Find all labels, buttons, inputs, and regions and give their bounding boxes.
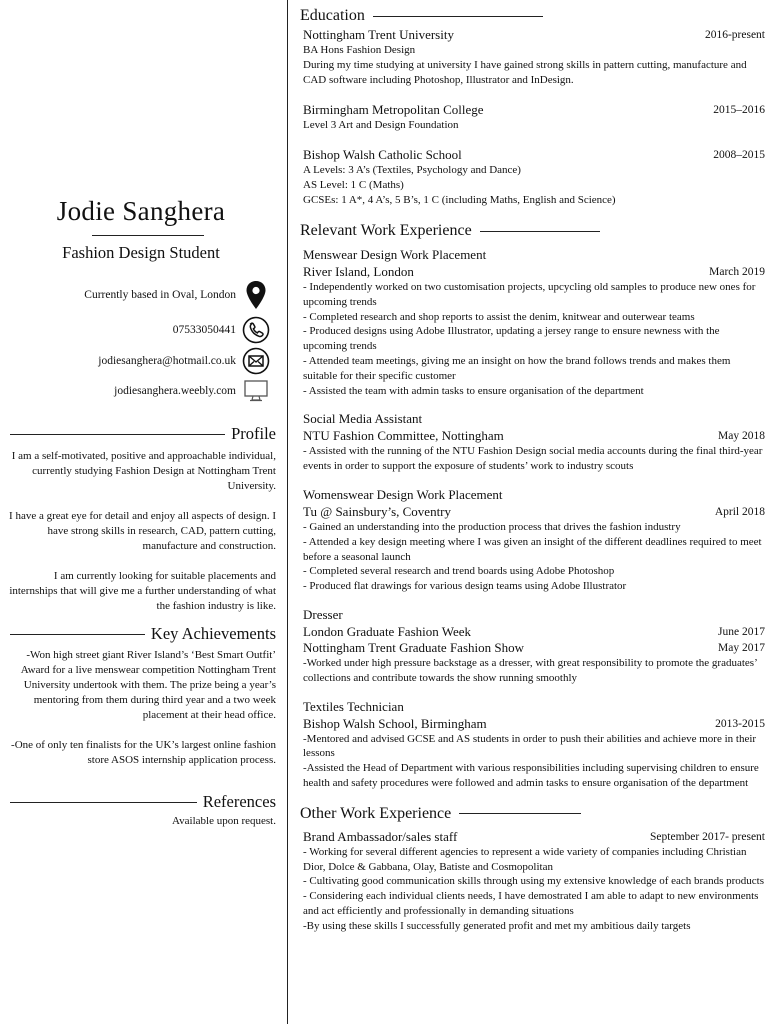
- job-date: April 2018: [714, 505, 765, 518]
- education-detail: During my time studying at university I have gained strong skills in pattern cutting, manufacture and CAD software including Photoshop, Illustrator and InDesign.: [303, 59, 747, 86]
- candidate-title: Fashion Design Student: [62, 243, 220, 262]
- other-work-list: [300, 829, 765, 934]
- job-bullet: -Assisted the Head of Department with various responsibilities including supervising children to ensure health and safety procedures were followed and admin tasks to ensure organisation of the department: [303, 762, 759, 789]
- job-date: May 2017: [718, 641, 765, 654]
- school-name: Nottingham Trent University: [303, 27, 454, 42]
- education-date: 2016-present: [704, 29, 765, 41]
- contact-location: [0, 280, 270, 310]
- job-date: May 2018: [718, 430, 765, 443]
- relevant-work-list: [300, 246, 765, 791]
- profile-paragraph: I am currently looking for suitable placements and internships that will give me a further understanding of what the fashion industry is like.: [9, 570, 276, 612]
- job-title: Dresser: [303, 606, 343, 622]
- profile-heading: [10, 424, 276, 444]
- education-date: 2008–2015: [713, 149, 765, 161]
- job-bullet: - Working for several different agencies to represent a wide variety of companies including Christian Dior, Dolce & Gabbana, Olay, Batiste and Cosmopolitan: [303, 845, 747, 873]
- contact-email: [0, 346, 270, 376]
- job-entry: [303, 410, 765, 474]
- employer-name: NTU Fashion Committee, Nottingham: [303, 428, 504, 444]
- monitor-icon: [242, 377, 270, 405]
- heading-rule: [459, 813, 581, 814]
- job-bullet: - Attended team meetings, giving me an insight on how the brand follows trends and makes them suitable for their specific customer: [303, 354, 731, 382]
- education-date: 2015–2016: [713, 104, 765, 116]
- job-bullet: -Worked under high pressure backstage as a dresser, with great responsibility to promote the graduates’ collections and contribute towards the show running smoothly: [303, 656, 757, 684]
- job-entry: [303, 246, 765, 398]
- job-bullet: - Completed several research and trend boards using Adobe Photoshop: [303, 565, 615, 578]
- references-text: Available upon request.: [172, 815, 276, 827]
- job-bullet: - Completed research and shop reports to assist the denim, knitwear and outerwear teams: [303, 310, 695, 323]
- relevant-work-heading-text: Relevant Work Experience: [300, 222, 472, 239]
- employer-line: [303, 504, 765, 520]
- job-bullet: - Cultivating good communication skills through using my extensive knowledge of each brands products: [303, 875, 765, 888]
- heading-rule: [10, 802, 197, 803]
- employer-name: Tu @ Sainsbury’s, Coventry: [303, 503, 452, 519]
- phone-icon: [242, 316, 270, 344]
- references-heading-text: References: [202, 792, 276, 811]
- achievements-heading: [10, 624, 276, 644]
- job-title: Womenswear Design Work Placement: [303, 486, 503, 502]
- education-detail: AS Level: 1 C (Maths): [303, 179, 404, 191]
- website-text: jodiesanghera.weebly.com: [114, 385, 236, 397]
- contact-website: [0, 376, 270, 406]
- other-work-heading-text: Other Work Experience: [300, 804, 452, 822]
- job-title: Social Media Assistant: [303, 411, 423, 427]
- job-title: Menswear Design Work Placement: [303, 247, 487, 262]
- envelope-icon: [242, 347, 270, 375]
- heading-rule: [373, 16, 543, 17]
- map-pin-icon: [242, 281, 270, 309]
- employer-name: London Graduate Fashion Week: [303, 623, 472, 639]
- achievements-list: [6, 648, 276, 783]
- email-text: jodiesanghera@hotmail.co.uk: [98, 355, 236, 367]
- job-bullet: - Produced flat drawings for various design teams using Adobe Illustrator: [303, 580, 627, 593]
- education-heading: [300, 5, 765, 27]
- employer-line: [303, 428, 765, 444]
- employer-line: [303, 829, 765, 845]
- education-entry: [303, 102, 765, 133]
- employer-line: [303, 640, 765, 656]
- job-bullet: - Attended a key design meeting where I was given an insight of the different deadlines required to meet before a seasonal launch: [303, 535, 762, 563]
- achievements-heading-text: Key Achievements: [150, 624, 276, 643]
- job-date: 2013-2015: [715, 717, 765, 730]
- job-entry: [303, 606, 765, 686]
- job-bullet: - Gained an understanding into the production process that drives the fashion industry: [303, 520, 681, 533]
- column-divider: [287, 0, 288, 1024]
- profile-paragraph: I am a self-motivated, positive and approachable individual, currently studying Fashion Design at Nottingham Trent University.: [11, 450, 276, 492]
- employer-name: Bishop Walsh School, Birmingham: [303, 715, 487, 731]
- job-bullet: -Mentored and advised GCSE and AS students in order to push their abilities and achieve more in their lessons: [303, 732, 757, 760]
- employer-line: [303, 716, 765, 732]
- school-name: Bishop Walsh Catholic School: [303, 147, 462, 162]
- achievement-item: -Won high street giant River Island’s ‘Best Smart Outfit’ Award for a live menswear competition Nottingham Trent University undertook with them. The prize being a year’s mentoring from them during third year and a two week placement at their head office.: [20, 649, 276, 721]
- employer-name: Brand Ambassador/sales staff: [303, 828, 458, 844]
- job-bullet: - Assisted the team with admin tasks to ensure organisation of the department: [303, 384, 644, 397]
- education-row: [303, 102, 765, 118]
- education-heading-text: Education: [300, 7, 365, 24]
- school-name: Birmingham Metropolitan College: [303, 102, 484, 117]
- right-column: [300, 5, 765, 946]
- job-bullet: - Produced designs using Adobe Illustrator, updating a jersey range to ensure newness with the upcoming trends: [303, 325, 720, 353]
- job-bullet: - Assisted with the running of the NTU Fashion Design social media accounts during the final third-year events in order to support the exposure of students’ work to industry scouts: [303, 445, 763, 473]
- employer-line: [303, 264, 765, 280]
- employer-name: River Island, London: [303, 264, 414, 279]
- education-detail: Level 3 Art and Design Foundation: [303, 119, 459, 131]
- job-bullet: - Independently worked on two customisation projects, upcycling old samples to produce new ones for upcoming trends: [303, 281, 756, 308]
- job-date: September 2017- present: [650, 830, 765, 843]
- job-entry: [303, 829, 765, 934]
- profile-paragraph: I have a great eye for detail and enjoy all aspects of design. I have strong skills in research, CAD, pattern cutting, manufacture and construction.: [9, 510, 276, 552]
- education-list: [300, 27, 765, 208]
- profile-heading-text: Profile: [231, 424, 276, 443]
- left-column: [0, 0, 287, 1024]
- education-detail: A Levels: 3 A’s (Textiles, Psychology and Dance): [303, 164, 521, 176]
- relevant-work-heading: [300, 220, 765, 242]
- job-date: June 2017: [718, 625, 765, 638]
- job-entry: [303, 698, 765, 791]
- employer-line: [303, 624, 765, 640]
- job-bullet: - Considering each individual clients needs, I have demostrated I am able to adapt to new environments and act efficiently and professionally in demanding situations: [303, 890, 759, 917]
- other-work-heading: [300, 803, 765, 825]
- job-entry: [303, 486, 765, 594]
- heading-rule: [480, 231, 600, 232]
- employer-name: Nottingham Trent Graduate Fashion Show: [303, 639, 524, 655]
- candidate-name: Jodie Sanghera: [56, 196, 226, 226]
- job-title: Textiles Technician: [303, 698, 404, 714]
- location-text: Currently based in Oval, London: [84, 289, 236, 301]
- education-detail: GCSEs: 1 A*, 4 A’s, 5 B’s, 1 C (including Maths, English and Science): [303, 194, 616, 206]
- education-detail: BA Hons Fashion Design: [303, 44, 416, 56]
- contact-phone: [0, 315, 270, 345]
- name-underline: [92, 235, 204, 236]
- heading-rule: [10, 434, 225, 435]
- phone-text: 07533050441: [172, 324, 236, 336]
- achievement-item: -One of only ten finalists for the UK’s largest online fashion store ASOS internship application process.: [11, 739, 276, 766]
- job-bullet: -By using these skills I successfully generated profit and met my ambitious daily targets: [303, 919, 691, 932]
- profile-text: [6, 449, 276, 629]
- references-heading: [10, 792, 276, 812]
- job-date: March 2019: [709, 266, 765, 278]
- education-entry: [303, 27, 765, 88]
- education-row: [303, 147, 765, 163]
- education-row: [303, 27, 765, 43]
- heading-rule: [10, 634, 145, 635]
- education-entry: [303, 147, 765, 208]
